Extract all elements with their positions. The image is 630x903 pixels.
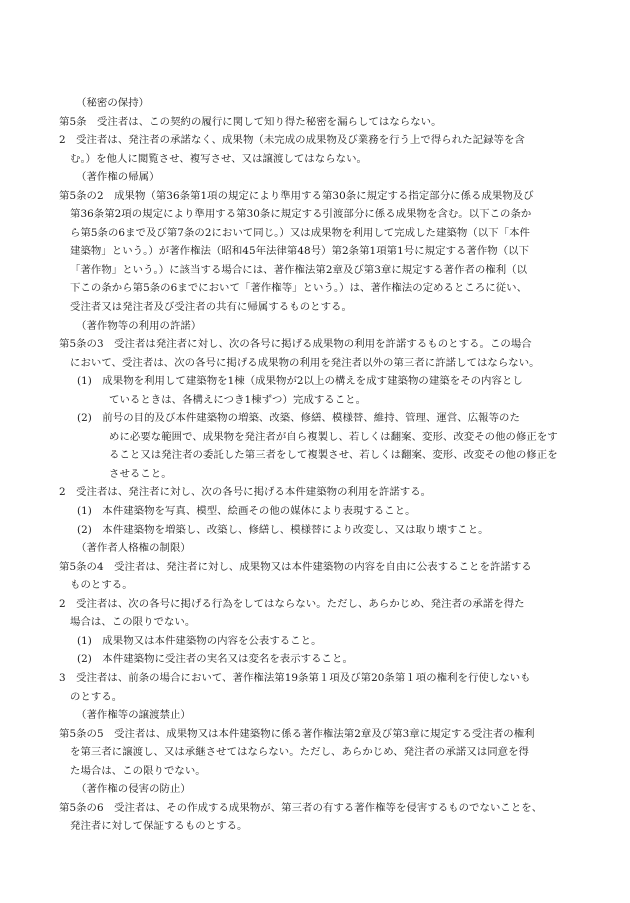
article-line: 2 受注者は、発注者に対し、次の各号に掲げる本件建築物の利用を許諾する。 [59, 486, 432, 499]
continuation-line: 建築物」という。）が著作権法（昭和45年法律第48号）第2条第1項第1号に規定する著作物（以下 [70, 245, 530, 258]
section-heading: （著作権の帰属） [76, 171, 160, 184]
list-item-line: (2) 本件建築物を増築し、改築し、修繕し、模様替により改変し、又は取り壊すこと。 [77, 523, 489, 536]
article-line: 第5条 受注者は、この契約の履行に関して知り得た秘密を漏らしてはならない。 [59, 115, 442, 128]
article-line: 3 受注者は、前条の場合において、著作権法第19条第１項及び第20条第１項の権利を行使しないも [59, 671, 531, 684]
article-line: 第5条の5 受注者は、成果物又は本件建築物に係る著作権法第2章及び第3章に規定する受注者の権利 [59, 727, 535, 740]
section-heading: （著作物等の利用の許諾） [76, 319, 202, 332]
list-item-line: (1) 成果物又は本件建築物の内容を公表すること。 [77, 634, 322, 647]
continuation-line: 下この条から第5条の6までにおいて「著作権等」という。）は、著作権法の定めるところに従い、 [70, 282, 528, 295]
list-item-continuation: めに必要な範囲で、成果物を発注者が自ら複製し、若しくは翻案、変形、改変その他の修正をす [109, 430, 558, 443]
list-item-line: (1) 本件建築物を写真、模型、絵画その他の媒体により表現すること。 [77, 505, 416, 518]
continuation-line: ものとする。 [70, 579, 133, 592]
continuation-line: 場合は、この限りでない。 [70, 616, 196, 629]
article-line: 2 受注者は、次の各号に掲げる行為をしてはならない。ただし、あらかじめ、発注者の承諾を得た [59, 597, 525, 610]
continuation-line: 受注者又は発注者及び受注者の共有に帰属するものとする。 [70, 301, 352, 314]
article-line: 第5条の2 成果物（第36条第1項の規定により準用する第30条に規定する指定部分に係る成果物及び [59, 189, 534, 202]
section-heading: （著作権の侵害の防止） [76, 783, 191, 796]
list-item-line: (2) 本件建築物に受注者の実名又は変名を表示すること。 [77, 653, 353, 666]
continuation-line: のとする。 [70, 690, 123, 703]
continuation-line: 発注者に対して保証するものとする。 [70, 820, 248, 833]
continuation-line: 「著作物」という。）に該当する場合には、著作権法第2章及び第3章に規定する著作者の権利（以 [70, 263, 528, 276]
list-item-line: (1) 成果物を利用して建築物を1棟（成果物が2以上の構えを成す建築物の建築をその内容とし [77, 375, 523, 388]
article-line: 第5条の4 受注者は、発注者に対し、成果物又は本件建築物の内容を自由に公表することを許諾する [59, 560, 532, 573]
article-line: 第5条の3 受注者は発注者に対し、次の各号に掲げる成果物の利用を許諾するものとする。この場合 [59, 338, 532, 351]
article-line: 第5条の6 受注者は、その作成する成果物が、第三者の有する著作権等を侵害するものでないことを、 [59, 801, 543, 814]
list-item-line: (2) 前号の目的及び本件建築物の増築、改築、修繕、模様替、維持、管理、運営、広報等のた [77, 412, 520, 425]
section-heading: （著作権等の譲渡禁止） [76, 709, 191, 722]
list-item-continuation: させること。 [109, 467, 172, 480]
continuation-line: む。）を他人に閲覧させ、複写させ、又は譲渡してはならない。 [70, 152, 367, 165]
continuation-line: た場合は、この限りでない。 [70, 764, 206, 777]
article-line: 2 受注者は、発注者の承諾なく、成果物（未完成の成果物及び業務を行う上で得られた記録等を含 [59, 134, 525, 147]
section-heading: （秘密の保持） [76, 97, 150, 109]
list-item-continuation: ているときは、各構えにつき1棟ずつ）完成すること。 [109, 393, 367, 406]
continuation-line: ら第5条の6まで及び第7条の2において同じ。）又は成果物を利用して完成した建築物（以下「本件 [70, 226, 530, 239]
continuation-line: を第三者に譲渡し、又は承継させてはならない。ただし、あらかじめ、発注者の承諾又は同意を得 [70, 746, 529, 759]
continuation-line: 第36条第2項の規定により準用する第30条に規定する引渡部分に係る成果物を含む。以下この条か [70, 208, 532, 221]
section-heading: （著作者人格権の制限） [76, 542, 191, 555]
continuation-line: において、受注者は、次の各号に掲げる成果物の利用を発注者以外の第三者に許諾してはならない。 [70, 356, 540, 369]
list-item-continuation: ること又は発注者の委託した第三者をして複製させ、若しくは翻案、変形、改変その他の修正を [109, 449, 558, 462]
